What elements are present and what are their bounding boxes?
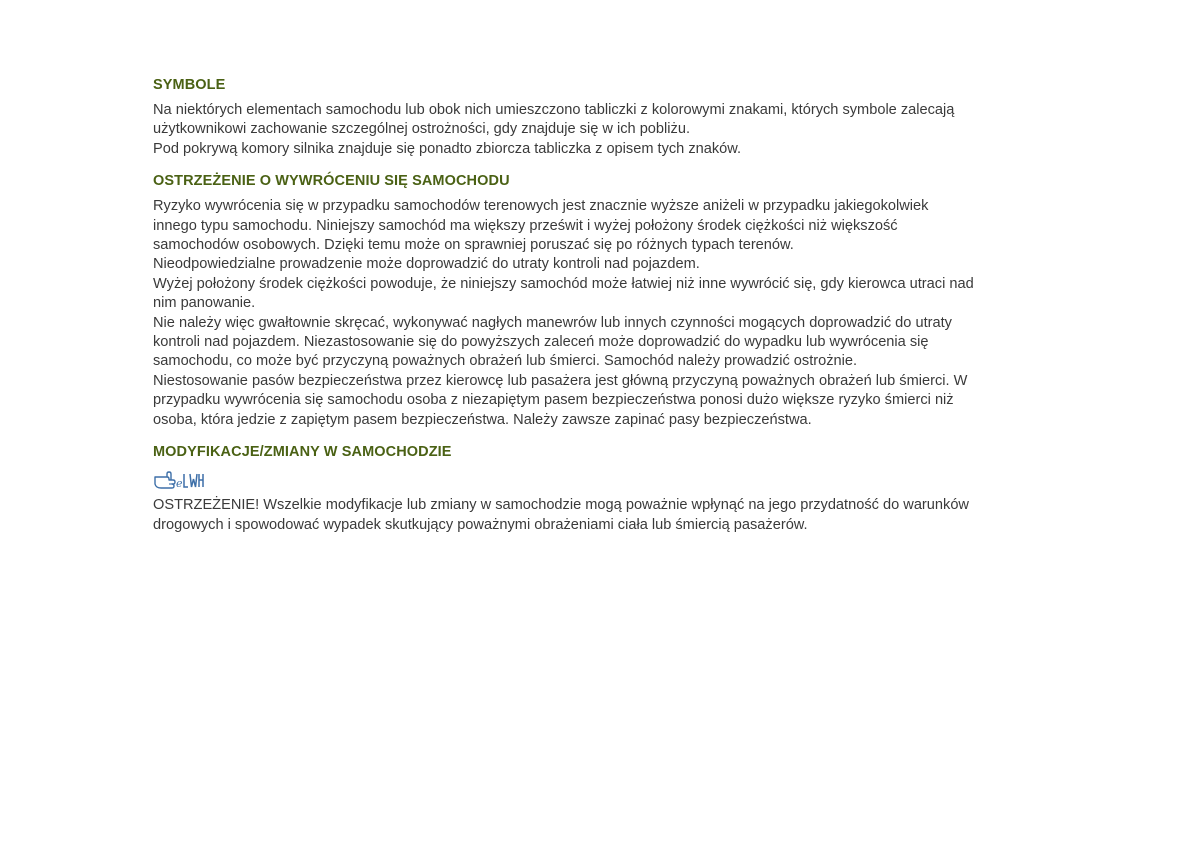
text-line: innego typu samochodu. Niniejszy samochód ma większy prześwit i wyżej położony środek ciężkości niż większość bbox=[153, 217, 898, 234]
section-symbole bbox=[153, 76, 1028, 159]
text-line: Pod pokrywą komory silnika znajduje się ponadto zbiorcza tabliczka z opisem tych znaków. bbox=[153, 140, 742, 157]
section-modifications bbox=[153, 443, 1028, 535]
document-page bbox=[153, 76, 1028, 548]
text-line: Na niektórych elementach samochodu lub obok nich umieszczono tabliczki z kolorowymi znakami, których symbole zalecają bbox=[153, 102, 955, 118]
text-line: osoba, która jedzie z zapiętym pasem bezpieczeństwa. Należy zawsze zapinać pasy bezpieczeństwa. bbox=[153, 411, 812, 428]
section-body bbox=[153, 101, 1028, 159]
text-line: Wyżej położony środek ciężkości powoduje, że niniejszy samochód może łatwiej niż inne wywrócić się, gdy kierowca utraci nad bbox=[153, 275, 974, 292]
text-line: samochodów osobowych. Dzięki temu może on sprawniej poruszać się po różnych typach terenów. bbox=[153, 237, 794, 254]
text-line: użytkownikowi zachowanie szczególnej ostrożności, gdy znajduje się w ich pobliżu. bbox=[153, 121, 690, 138]
text-line: Nieodpowiedzialne prowadzenie może doprowadzić do utraty kontroli nad pojazdem. bbox=[153, 256, 700, 273]
section-heading: MODYFIKACJE/ZMIANY W SAMOCHODZIE bbox=[153, 444, 452, 461]
text-line: kontroli nad pojazdem. Niezastosowanie się do powyższych zaleceń może doprowadzić do wypadku lub wywrócenia się bbox=[153, 334, 929, 351]
pointing-hand-warning-icon bbox=[153, 468, 205, 490]
text-line: OSTRZEŻENIE! Wszelkie modyfikacje lub zmiany w samochodzie mogą poważnie wpłynąć na jego przydatność do warunków bbox=[153, 497, 969, 514]
text-line: samochodu, co może być przyczyną poważnych obrażeń lub śmierci. Samochód należy prowadzić ostrożnie. bbox=[153, 353, 858, 370]
text-line: przypadku wywrócenia się samochodu osoba z niezapiętym pasem bezpieczeństwa ponosi dużo większe ryzyko śmierci niż bbox=[153, 392, 954, 409]
section-body bbox=[153, 496, 1028, 535]
text-line: Niestosowanie pasów bezpieczeństwa przez kierowcę lub pasażera jest główną przyczyną poważnych obrażeń lub śmierci. W bbox=[153, 372, 968, 389]
text-line: drogowych i spowodować wypadek skutkujący poważnymi obrażeniami ciała lub śmiercią pasażerów. bbox=[153, 516, 808, 533]
svg-text:e: e bbox=[176, 477, 183, 491]
text-line: Ryzyko wywrócenia się w przypadku samochodów terenowych jest znacznie wyższe aniżeli w przypadku jakiegokolwiek bbox=[153, 198, 929, 215]
section-heading: SYMBOLE bbox=[153, 77, 226, 93]
section-heading: OSTRZEŻENIE O WYWRÓCENIU SIĘ SAMOCHODU bbox=[153, 173, 510, 190]
text-line: nim panowanie. bbox=[153, 295, 256, 312]
section-body bbox=[153, 197, 1028, 430]
text-line: Nie należy więc gwałtownie skręcać, wykonywać nagłych manewrów lub innych czynności mogących doprowadzić do utraty bbox=[153, 314, 952, 331]
section-rollover-warning bbox=[153, 172, 1028, 430]
